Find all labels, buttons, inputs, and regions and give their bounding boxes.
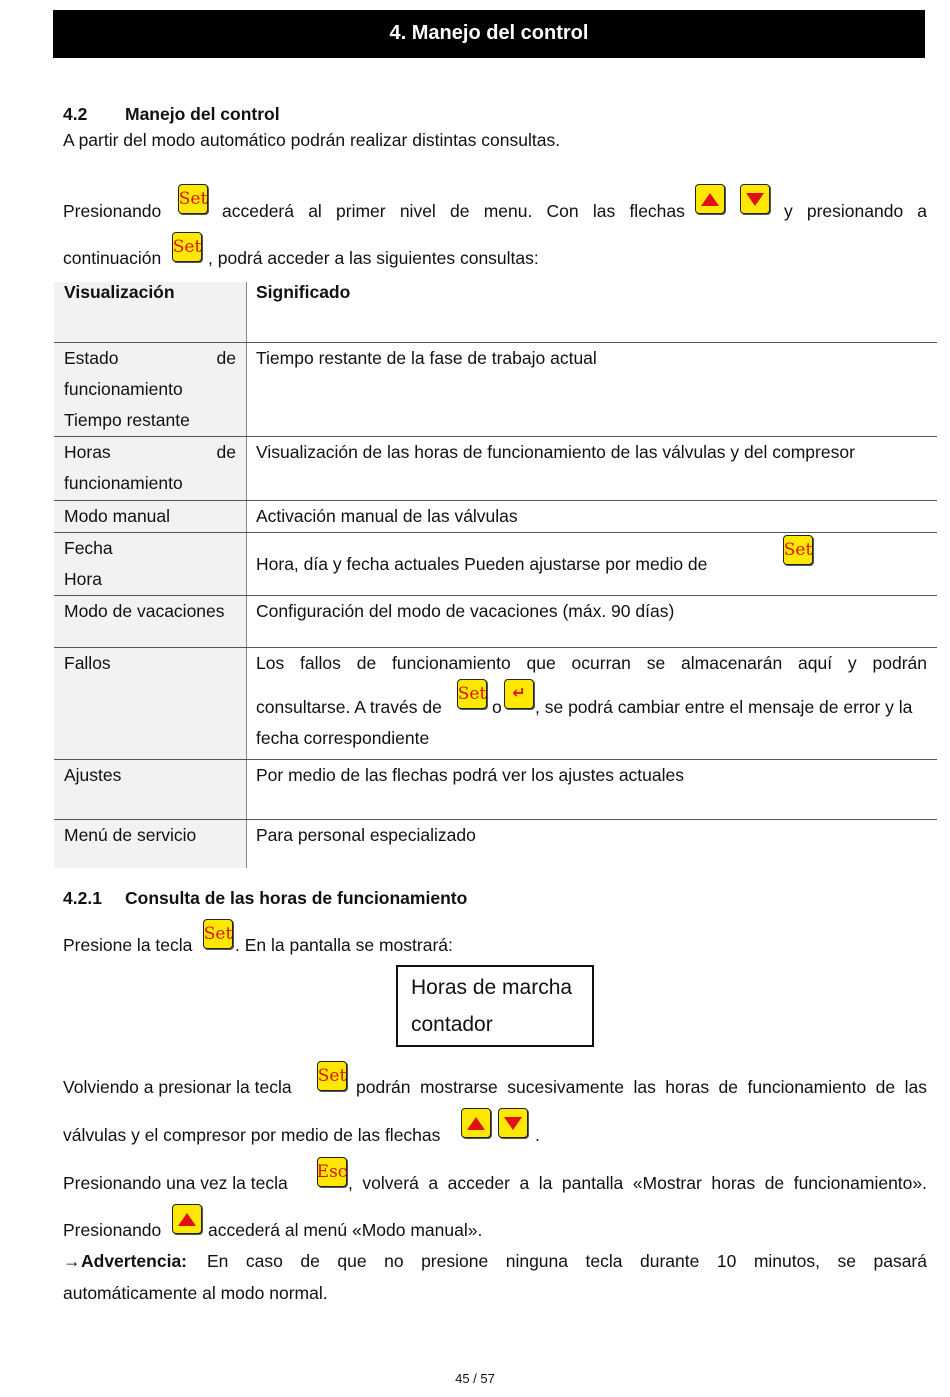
section-intro: A partir del modo automático podrán realizar distintas consultas.: [63, 130, 561, 150]
set-key-label: Set: [783, 539, 813, 560]
text: , volverá a acceder a la pantalla «Mostrar horas de funcionamiento».: [348, 1173, 927, 1193]
arrow-up-key-icon: [461, 1108, 491, 1138]
table-row: [54, 647, 937, 760]
table-row: [54, 342, 937, 437]
subsection-number: 4.2.1: [63, 888, 102, 908]
cell-text: Modo de vacaciones: [64, 601, 225, 621]
text: las: [592, 201, 616, 221]
arrow-up-key-icon: [172, 1204, 202, 1234]
set-key-label: Set: [457, 683, 487, 704]
cell-text: Fecha: [64, 538, 113, 558]
cell-text: Modo manual: [64, 506, 171, 526]
cell-text: Fallos: [64, 653, 111, 673]
text: Horas: [64, 442, 111, 462]
arrow-down-key-icon: [740, 184, 770, 214]
cell-text: Menú de servicio: [64, 825, 197, 845]
text: nivel: [399, 201, 436, 221]
table-cell: [54, 648, 247, 760]
cell-text: , se podrá cambiar entre el mensaje de error y la: [535, 697, 913, 717]
chapter-header: 4. Manejo del control: [53, 10, 925, 58]
text: válvulas y el compresor por medio de las flechas: [63, 1125, 441, 1145]
cell-text: funcionamiento: [64, 473, 183, 493]
subsection-title: Consulta de las horas de funcionamiento: [125, 888, 468, 908]
table-row: [54, 759, 937, 820]
table-header-row: [54, 282, 937, 342]
cell-text: Tiempo restante: [64, 410, 190, 430]
cell-text: Hora: [64, 569, 102, 589]
cell-text: Tiempo restante de la fase de trabajo actual: [256, 348, 597, 368]
para1-line1-end: [784, 200, 927, 222]
table-cell: [247, 533, 937, 596]
text: de: [216, 348, 236, 368]
warning-text: En caso de que no presione ninguna tecla durante 10 minutos, se pasará: [207, 1251, 927, 1271]
enter-key-icon: [504, 679, 534, 709]
text: , podrá acceder a las siguientes consultas:: [208, 248, 539, 268]
set-key-icon: [178, 184, 208, 214]
table-cell: [54, 820, 247, 868]
table-cell: [54, 282, 247, 342]
text: accederá al menú «Modo manual».: [208, 1220, 483, 1240]
cell-text: Visualización de las horas de funcionamiento de las válvulas y del compresor: [256, 442, 855, 462]
set-key-label: Set: [178, 188, 208, 209]
cell-text: funcionamiento: [64, 379, 183, 399]
text: menu.: [483, 201, 533, 221]
col-header: Significado: [256, 282, 351, 302]
text: a: [917, 201, 927, 221]
col-header: Visualización: [64, 282, 175, 302]
text: accederá: [222, 201, 294, 221]
table-cell: [54, 596, 247, 648]
text: Volviendo a presionar la tecla: [63, 1077, 292, 1097]
set-key-icon: [457, 679, 487, 709]
table-cell: [54, 533, 247, 596]
table-row: [54, 532, 937, 596]
text: continuación: [63, 248, 162, 268]
para1-line1-mid: [222, 200, 685, 222]
arrow-glyph: →: [63, 1251, 81, 1271]
text: .: [535, 1125, 540, 1145]
cell-text: Activación manual de las válvulas: [256, 506, 518, 526]
text: Estado: [64, 348, 119, 368]
esc-key-label: Esc: [316, 1161, 348, 1182]
table-cell: [54, 760, 247, 820]
text: Presionando una vez la tecla: [63, 1173, 288, 1193]
text: presionando: [806, 201, 904, 221]
cell-text-line: [64, 343, 236, 374]
table-cell: [54, 437, 247, 501]
table-cell: [247, 501, 937, 533]
warning-text: automáticamente al modo normal.: [63, 1283, 328, 1303]
text: Con: [546, 201, 579, 221]
table-cell: [247, 343, 937, 437]
table-row: [54, 595, 937, 648]
text: podrán mostrarse sucesivamente las horas de funcionamiento de las: [356, 1077, 927, 1097]
display-screen: [396, 965, 594, 1047]
text: Presionando: [63, 201, 162, 221]
set-key-icon: [172, 232, 202, 262]
text: de: [450, 201, 470, 221]
cell-text: o: [492, 697, 502, 717]
cell-text: fecha correspondiente: [256, 728, 430, 748]
section-number: 4.2: [63, 104, 88, 124]
section-title: Manejo del control: [125, 104, 280, 124]
enter-key-label: ↵: [512, 685, 526, 702]
display-line: Horas de marcha: [411, 976, 573, 999]
text: al: [308, 201, 322, 221]
cell-text: Los fallos de funcionamiento que ocurran se almacenarán aquí y podrán: [256, 653, 927, 673]
text: de: [216, 442, 236, 462]
table-cell: [54, 501, 247, 533]
text: primer: [336, 201, 386, 221]
display-line: contador: [411, 1013, 493, 1036]
table-row: [54, 436, 937, 501]
set-key-icon: [203, 919, 233, 949]
table-row: [54, 819, 937, 868]
set-key-icon: [783, 535, 813, 565]
cell-text: Configuración del modo de vacaciones (máx. 90 días): [256, 601, 675, 621]
warning-label: Advertencia:: [81, 1251, 188, 1271]
set-key-label: Set: [317, 1065, 347, 1086]
set-key-label: Set: [203, 923, 233, 944]
text: y: [784, 201, 793, 221]
text: Presione la tecla: [63, 935, 193, 955]
cell-text: consultarse. A través de: [256, 697, 442, 717]
set-key-icon: [317, 1061, 347, 1091]
cell-text-line: [64, 437, 236, 468]
cell-text: Hora, día y fecha actuales Pueden ajustarse por medio de: [256, 554, 708, 574]
set-key-label: Set: [172, 236, 202, 257]
cell-text: Ajustes: [64, 765, 122, 785]
text: flechas: [629, 201, 685, 221]
table-row: [54, 500, 937, 533]
table-cell: [54, 343, 247, 437]
text: Presionando: [63, 1220, 162, 1240]
page-number: 45 / 57: [455, 1371, 495, 1386]
table-cell: [247, 282, 937, 342]
arrow-up-key-icon: [695, 184, 725, 214]
text: . En la pantalla se mostrará:: [235, 935, 453, 955]
arrow-down-key-icon: [498, 1108, 528, 1138]
esc-key-icon: [317, 1157, 347, 1187]
table-cell: [247, 648, 937, 760]
table-cell: [247, 437, 937, 501]
cell-text: Para personal especializado: [256, 825, 476, 845]
table-cell: [247, 596, 937, 648]
cell-text: Por medio de las flechas podrá ver los ajustes actuales: [256, 765, 685, 785]
table-cell: [247, 760, 937, 820]
table-cell: [247, 820, 937, 868]
